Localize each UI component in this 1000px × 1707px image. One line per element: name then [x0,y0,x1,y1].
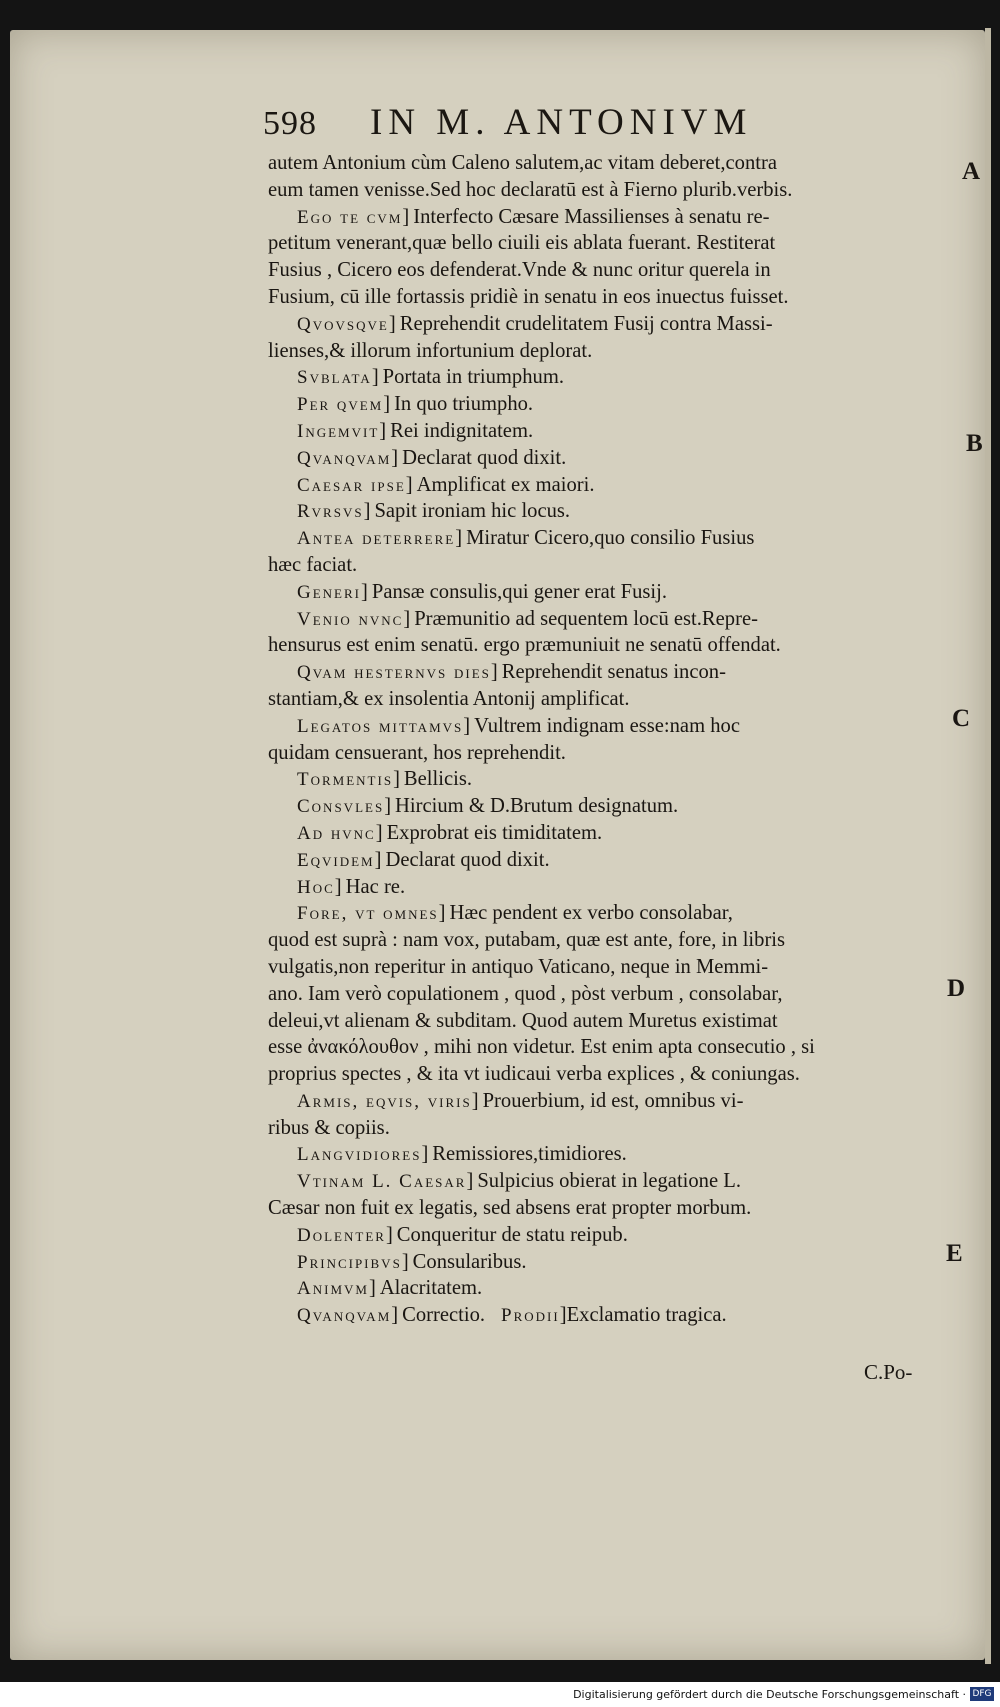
line-text: quidam censuerant, hos reprehendit. [268,741,566,764]
lemma-bracket: ] [421,1143,429,1166]
line-text: Consularibus. [412,1250,527,1273]
text-line [268,1275,948,1302]
lemma-bracket: ] [384,795,392,818]
margin-letter-d: D [947,975,966,1002]
lemma-bracket: ] [471,1089,479,1112]
text-line [268,257,948,284]
margin-letter-c: C [952,705,971,732]
lemma: Ego te cvm [297,206,403,228]
commentary-text [268,150,948,1329]
lemma-bracket: ] [371,366,379,389]
text-line [268,338,948,365]
text-line [268,740,948,767]
lemma: Animvm [297,1278,369,1300]
lemma: Ad hvnc [297,822,376,844]
text-line [268,552,948,579]
lemma: Armis, eqvis, viris [297,1090,472,1112]
lemma-bracket: ] [385,1223,393,1246]
text-line [268,659,948,686]
line-text: Amplificat ex maiori. [416,473,595,496]
lemma: Qvovsqve [297,313,389,335]
line-text: Bellicis. [403,768,472,791]
text-line [268,525,948,552]
line-text: Cæsar non fuit ex legatis, sed absens erat propter morbum. [268,1197,752,1220]
line-text: Vultrem indignam esse:nam hoc [474,714,740,737]
text-line [268,1008,948,1035]
lemma: Vtinam L. Caesar [297,1171,467,1193]
text-line [268,1088,948,1115]
text-line [268,713,948,740]
line-text: ribus & copiis. [268,1116,390,1139]
text-line [268,632,948,659]
text-line [268,1034,948,1061]
line-text: ano. Iam verò copulationem , quod , pòst verbum , consolabar, [268,982,783,1005]
text-line [268,284,948,311]
line-text: Miratur Cicero,quo consilio Fusius [466,527,755,550]
lemma: Antea deterrere [297,528,456,550]
lemma: Legatos mittamvs [297,715,464,737]
lemma: Principibvs [297,1251,402,1273]
lemma: Dolenter [297,1224,386,1246]
lemma-bracket: ] [374,848,382,871]
text-line [268,1168,948,1195]
lemma-bracket: ] [403,607,411,630]
text-line [268,445,948,472]
line-text: eum tamen venisse.Sed hoc declaratū est à Fierno plurib.verbis. [268,178,793,201]
page-number: 598 [263,105,317,142]
page-header [263,101,863,147]
text-line [268,1195,948,1222]
line-text: Fusius , Cicero eos defenderat.Vnde & nunc oritur querela in [268,259,771,282]
text-line [268,847,948,874]
text-line [268,900,948,927]
margin-letter-e: E [946,1240,963,1267]
lemma: Qvam hesternvs dies [297,662,491,684]
lemma: Consvles [297,796,385,818]
lemma: Svblata [297,367,372,389]
lemma-bracket: ] [405,473,413,496]
text-line [268,820,948,847]
lemma: Fore, vt omnes [297,903,439,925]
text-line [268,204,948,231]
lemma: Eqvidem [297,849,375,871]
line-text: lienses,& illorum infortunium deplorat. [268,339,593,362]
lemma-bracket: ] [383,393,391,416]
lemma: Rvrsvs [297,501,364,523]
line-text: stantiam,& ex insolentia Antonij amplificat. [268,687,630,710]
text-line [268,606,948,633]
dfg-logo: DFG [970,1687,994,1701]
line-text: Pansæ consulis,qui gener erat Fusij. [371,580,668,603]
catchword: C.Po- [864,1360,913,1384]
line-text: autem Antonium cùm Caleno salutem,ac vitam deberet,contra [268,152,777,174]
text-line [268,766,948,793]
line-text: petitum venerant,quæ bello ciuili eis ablata fuerant. Restiterat [268,232,776,255]
lemma-bracket: ] [363,500,371,523]
text-line [268,498,948,525]
lemma: Langvidiores [297,1144,422,1166]
lemma-bracket: ] [388,312,396,335]
line-text: Fusium, cū ille fortassis pridiè in senatu in eos inuectus fuisset. [268,285,789,308]
line-text: vulgatis,non reperitur in antiquo Vaticano, neque in Memmi- [268,955,769,978]
text-line [268,230,948,257]
line-text: Prouerbium, id est, omnibus vi- [482,1089,744,1112]
text-line [268,1061,948,1088]
lemma-bracket: ] [401,1250,409,1273]
line-text: Sulpicius obierat in legatione L. [477,1170,742,1193]
line-text: Reprehendit senatus incon- [501,661,726,684]
lemma: Venio nvnc [297,608,404,630]
text-line [268,1222,948,1249]
text-line [268,418,948,445]
line-text: Remissiores,timidiores. [432,1143,627,1166]
page-edge [985,28,991,1664]
line-text: Præmunitio ad sequentem locū est.Repre- [414,607,758,630]
line-text: Hæc pendent ex verbo consolabar, [449,902,733,925]
line-text: proprius spectes , & ita vt iudicaui verba explices , & coniungas. [268,1063,800,1086]
line-text: Sapit ironiam hic locus. [374,500,571,523]
lemma-bracket: ] [559,1304,567,1327]
text-line [268,391,948,418]
lemma-bracket: ] [368,1277,376,1300]
footer-credit[interactable]: Digitalisierung gefördert durch die Deutsche Forschungsgemeinschaft · [573,1688,966,1701]
text-line [268,1115,948,1142]
lemma-bracket: ] [375,821,383,844]
text-line [268,1249,948,1276]
line-text: Exprobrat eis timiditatem. [386,821,603,844]
text-line [268,472,948,499]
line-text: Exclamatio tragica. [566,1304,727,1327]
text-line [268,874,948,901]
lemma-bracket: ] [438,902,446,925]
lemma: Tormentis [297,769,394,791]
lemma-bracket: ] [391,1304,399,1327]
line-text: Hircium & D.Brutum designatum. [395,795,679,818]
text-line [268,150,948,177]
line-text: Interfecto Cæsare Massilienses à senatu re- [413,205,770,228]
lemma-bracket: ] [391,446,399,469]
line-text: Correctio. [402,1304,486,1327]
line-text: hæc faciat. [268,553,358,576]
lemma: Per qvem [297,394,384,416]
line-text: hensurus est enim senatū. ergo præmuniuit ne senatū offendat. [268,634,781,657]
lemma-bracket: ] [393,768,400,791]
text-line [268,981,948,1008]
text-line [268,793,948,820]
margin-letter-b: B [966,430,983,457]
lemma: Hoc [297,876,335,898]
lemma-bracket: ] [466,1170,474,1193]
lemma: Qvanqvam [297,1305,392,1327]
line-text: Reprehendit crudelitatem Fusij contra Massi- [399,312,773,335]
line-text: Rei indignitatem. [390,419,534,442]
line-text: Declarat quod dixit. [402,446,567,469]
text-line [268,686,948,713]
lemma-bracket: ] [334,875,342,898]
running-head: IN M. ANTONIVM [370,102,753,143]
lemma-bracket: ] [463,714,471,737]
line-text: Conqueritur de statu reipub. [396,1223,628,1246]
lemma-bracket: ] [402,205,410,228]
line-text: In quo triumpho. [394,393,534,416]
line-text: quod est suprà : nam vox, putabam, quæ est ante, fore, in libris [268,929,786,952]
line-text: deleui,vt alienam & subditam. Quod autem Muretus existimat [268,1009,778,1032]
lemma: Ingemvit [297,420,380,442]
lemma: Generi [297,581,361,603]
margin-letter-a: A [962,158,981,185]
text-line [268,954,948,981]
line-text: Portata in triumphum. [382,366,564,389]
text-line [268,177,948,204]
line-text: Alacritatem. [379,1277,483,1300]
lemma-bracket: ] [490,661,498,684]
lemma: Caesar ipse [297,474,406,496]
text-line [268,364,948,391]
lemma-bracket: ] [455,527,463,550]
line-text: Hac re. [345,875,406,898]
lemma-bracket: ] [379,419,387,442]
lemma-bracket: ] [361,580,368,603]
text-line [268,311,948,338]
line-text: Declarat quod dixit. [385,848,550,871]
text-line [268,1141,948,1168]
lemma: Qvanqvam [297,447,392,469]
text-line [268,927,948,954]
text-line [268,1302,948,1329]
footer [0,1682,1000,1707]
text-line [268,579,948,606]
lemma: Prodii [501,1305,560,1327]
line-text: esse ἀνακόλουθον , mihi non videtur. Est enim apta consecutio , si [268,1036,815,1059]
